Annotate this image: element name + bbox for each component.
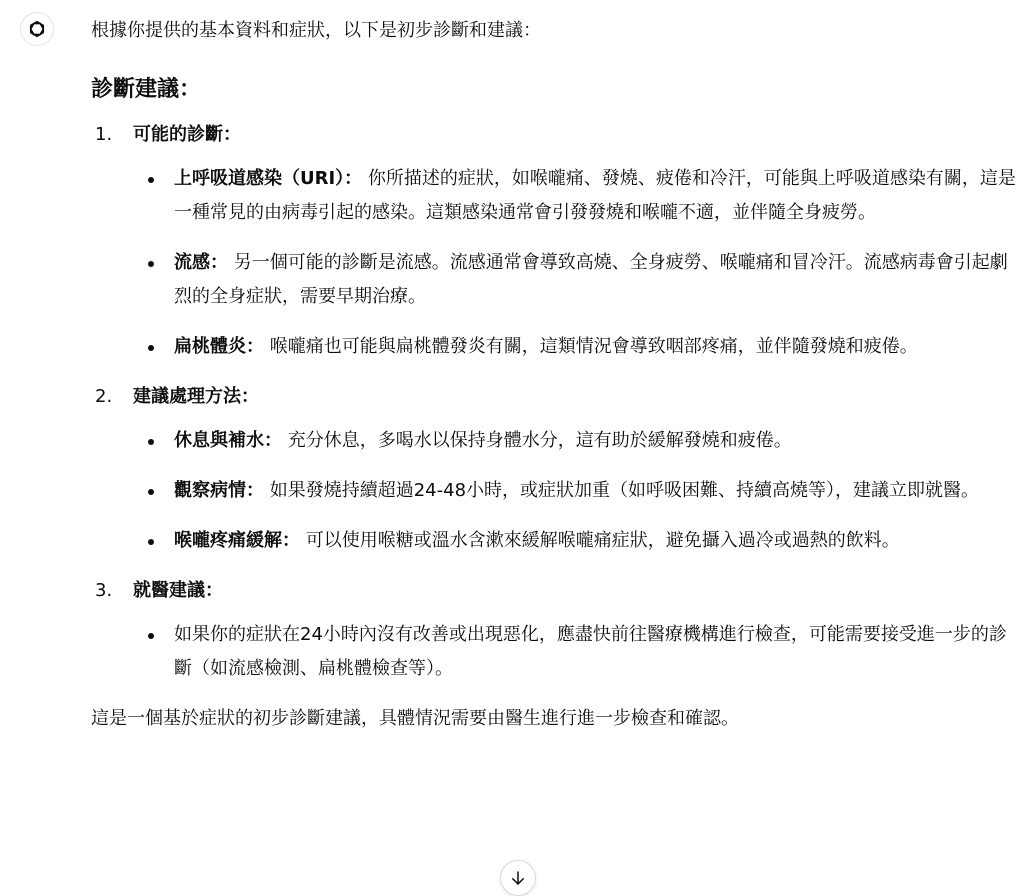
bullet-item (133, 474, 1016, 508)
message-heading: 診斷建議： (91, 77, 202, 102)
arrow-down-icon (509, 869, 527, 887)
section-number: 3. (95, 580, 113, 601)
scroll-to-bottom-button[interactable] (500, 860, 536, 896)
assistant-message (91, 14, 1016, 736)
section-item (91, 380, 1016, 558)
section-list (91, 118, 1016, 686)
bullet-item (133, 162, 1016, 230)
bullet-label: 休息與補水： (174, 430, 282, 451)
bullet-text: 可以使用喉糖或溫水含漱來緩解喉嚨痛症狀，避免攝入過冷或過熱的飲料。 (300, 530, 900, 551)
assistant-avatar (20, 12, 54, 46)
bullet-item (133, 618, 1016, 686)
message-outro: 這是一個基於症狀的初步診斷建議，具體情況需要由醫生進行進一步檢查和確認。 (91, 708, 739, 729)
section-item (91, 574, 1016, 686)
bullet-label: 上呼吸道感染（URI）： (174, 168, 363, 189)
bullet-list (133, 424, 1016, 558)
bullet-list (133, 162, 1016, 364)
section-title: 可能的診斷： (133, 124, 241, 145)
bullet-item (133, 424, 1016, 458)
bullet-text: 充分休息，多喝水以保持身體水分，這有助於緩解發燒和疲倦。 (282, 430, 792, 451)
section-title: 建議處理方法： (133, 386, 259, 407)
bullet-text: 你所描述的症狀，如喉嚨痛、發燒、疲倦和冷汗，可能與上呼吸道感染有關，這是一種常見的由病毒引起的感染。這類感染通常會引發發燒和喉嚨不適，並伴隨全身疲勞。 (174, 168, 1016, 223)
section-number: 2. (95, 386, 113, 407)
section-item (91, 118, 1016, 364)
openai-logo-icon (26, 18, 48, 40)
bullet-label: 扁桃體炎： (174, 336, 264, 357)
bullet-list (133, 618, 1016, 686)
bullet-label: 喉嚨疼痛緩解： (174, 530, 300, 551)
bullet-text: 喉嚨痛也可能與扁桃體發炎有關，這類情況會導致咽部疼痛，並伴隨發燒和疲倦。 (264, 336, 918, 357)
bullet-label: 流感： (174, 252, 228, 273)
bullet-item (133, 330, 1016, 364)
section-number: 1. (95, 124, 113, 145)
bullet-text: 如果發燒持續超過24-48小時，或症狀加重（如呼吸困難、持續高燒等），建議立即就醫。 (264, 480, 980, 501)
message-intro: 根據你提供的基本資料和症狀，以下是初步診斷和建議： (91, 20, 541, 41)
bullet-label: 觀察病情： (174, 480, 264, 501)
section-title: 就醫建議： (133, 580, 223, 601)
bullet-text: 如果你的症狀在24小時內沒有改善或出現惡化，應盡快前往醫療機構進行檢查，可能需要接受進一步的診斷（如流感檢測、扁桃體檢查等）。 (174, 624, 1007, 679)
bullet-item (133, 246, 1016, 314)
bullet-item (133, 524, 1016, 558)
bullet-text: 另一個可能的診斷是流感。流感通常會導致高燒、全身疲勞、喉嚨痛和冒冷汗。流感病毒會引起劇烈的全身症狀，需要早期治療。 (174, 252, 1008, 307)
